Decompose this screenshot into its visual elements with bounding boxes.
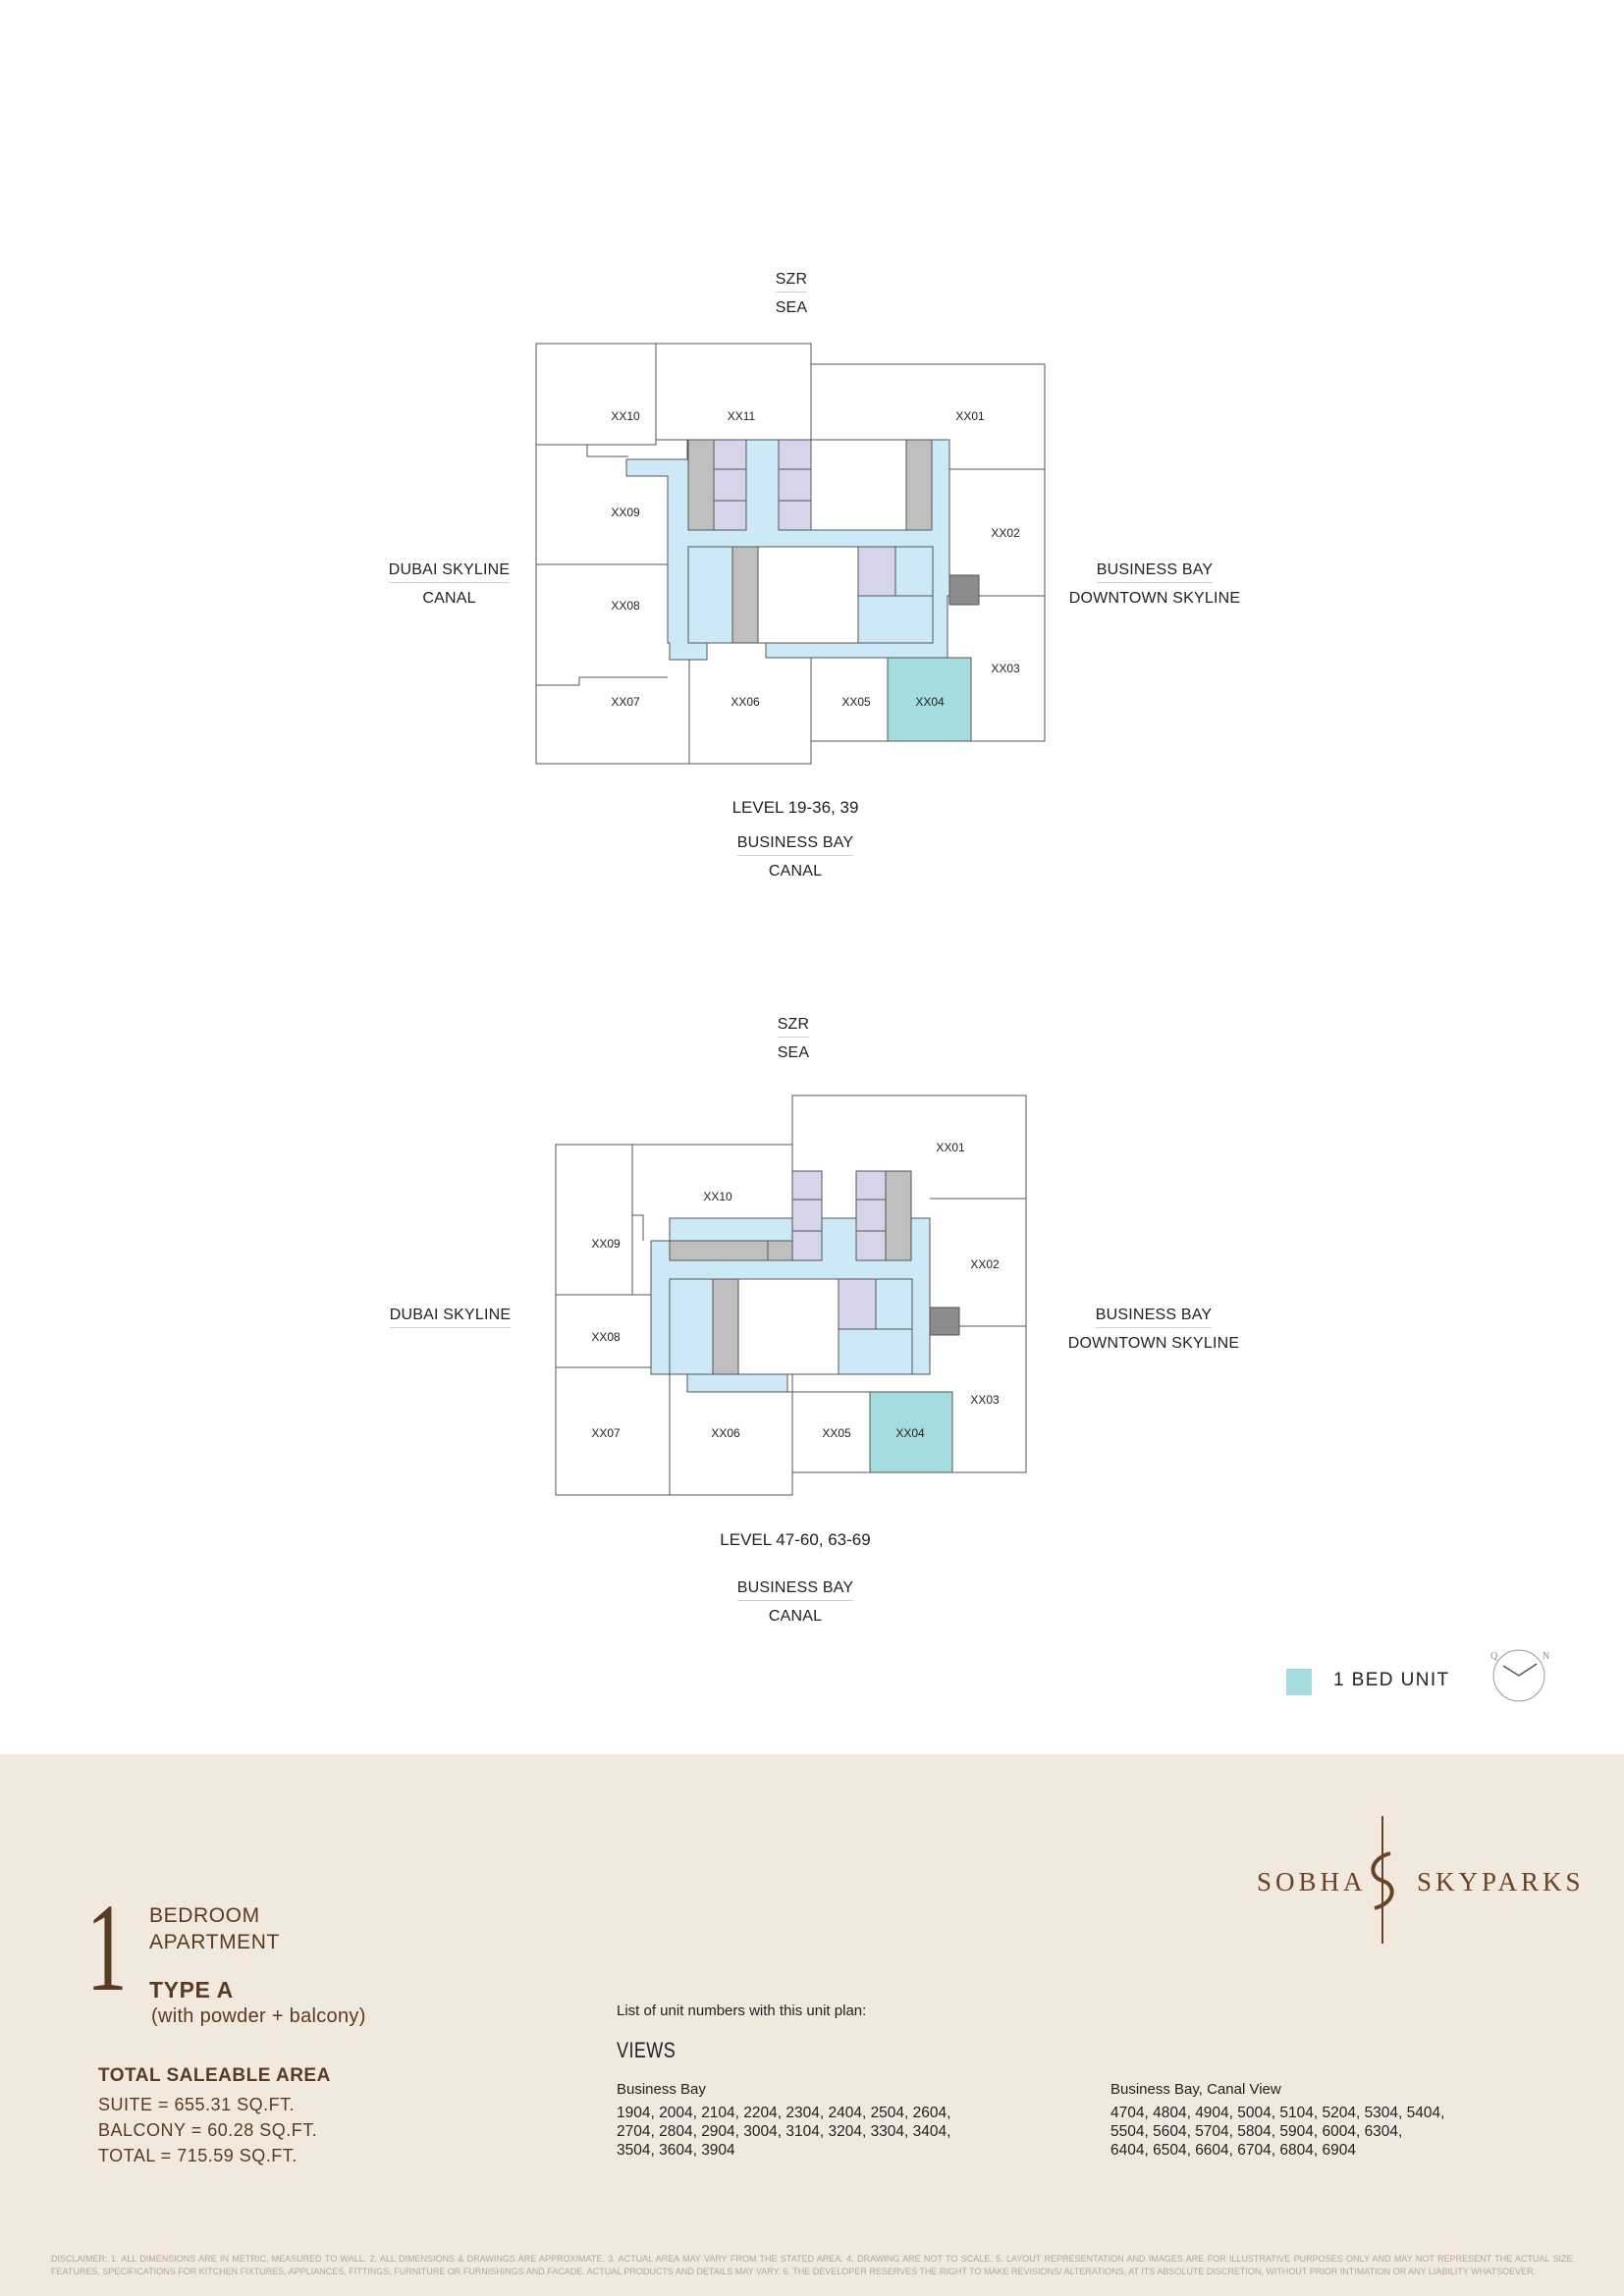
apartment-line2: APARTMENT xyxy=(149,1931,280,1953)
compass-letter: N xyxy=(1543,1651,1550,1662)
area-suite: SUITE = 655.31 SQ.FT. xyxy=(98,2095,296,2114)
views-group1-line: 3504, 3604, 3904 xyxy=(617,2142,735,2159)
views-group2-line: 4704, 4804, 4904, 5004, 5104, 5204, 5304, 5404, xyxy=(1110,2105,1445,2121)
apartment-kind xyxy=(149,1902,280,1955)
plan1-right-line1: BUSINESS BAY xyxy=(1097,561,1214,583)
unit-label: XX01 xyxy=(955,409,985,423)
logo-emblem-icon xyxy=(1361,1816,1404,1944)
plan1-bottom-label xyxy=(717,834,874,881)
plan1-left-line2: CANAL xyxy=(422,590,476,607)
plan2-bottom-line1: BUSINESS BAY xyxy=(737,1579,854,1601)
logo-word-right: SKYPARKS xyxy=(1417,1867,1585,1896)
views-group2-title: Business Bay, Canal View xyxy=(1110,2081,1281,2098)
unit-type: TYPE A xyxy=(149,1977,234,2002)
unit-label: XX07 xyxy=(591,1426,621,1440)
unit-label: XX02 xyxy=(991,526,1020,540)
plan1-level: LEVEL 19-36, 39 xyxy=(731,798,859,817)
unit-label: XX09 xyxy=(611,506,640,519)
plan2-left-line1: DUBAI SKYLINE xyxy=(390,1307,512,1328)
unit-label: XX07 xyxy=(611,695,640,709)
disclaimer: DISCLAIMER: 1. ALL DIMENSIONS ARE IN METRIC, MEASURED TO WALL. 2. ALL DIMENSIONS & DRAWINGS ARE APPROXIMATE. 3. ACTUAL AREA MAY VARY FROM THE STATED AREA. 4. DRAWING ARE NOT TO SCALE. 5. LAYOUT REPRESENTATION AND IMAGES ARE FOR ILLUSTRATIVE PURPOSES ONLY AND MAY NOT REPRESENT THE ACTUAL SIZE, FEATURES, SPECIFICATIONS FOR KITCHEN FIXTURES, APPLIANCES, FITTINGS, FURNITURE OR FURNISHINGS AND FACADE. ACTUAL PRODUCTS AND DETAILS MAY VARY. 6. THE DEVELOPER RESERVES THE RIGHT TO MAKE REVISIONS/ ALTERATIONS, AT ITS ABSOLUTE DISCRETION, WITHOUT PRIOR INTIMATION OR ANY LIABILITY WHATSOEVER. xyxy=(51,2254,1575,2276)
plan1-left-label xyxy=(373,561,525,608)
plan2-level: LEVEL 47-60, 63-69 xyxy=(720,1530,871,1549)
unit-label: XX05 xyxy=(841,695,871,709)
plan1-bottom-line1: BUSINESS BAY xyxy=(737,834,854,856)
views-group1-line: 2704, 2804, 2904, 3004, 3104, 3204, 3304, 3404, xyxy=(617,2123,951,2140)
plan2-top-line2: SEA xyxy=(777,1044,810,1061)
plan2-top-line1: SZR xyxy=(778,1016,810,1038)
views-group2-line: 6404, 6504, 6604, 6704, 6804, 6904 xyxy=(1110,2142,1356,2159)
plan1-top-line2: SEA xyxy=(775,299,808,316)
compass-letter: Q xyxy=(1490,1651,1498,1662)
unit-label: XX04 xyxy=(915,695,945,709)
logo-word-left: SOBHA xyxy=(1257,1867,1367,1896)
area-total: TOTAL = 715.59 SQ.FT. xyxy=(98,2146,298,2165)
unit-label: XX06 xyxy=(711,1426,740,1440)
unit-label: XX10 xyxy=(611,409,640,423)
plan2-right-line1: BUSINESS BAY xyxy=(1096,1307,1213,1328)
unit-label: XX05 xyxy=(822,1426,851,1440)
views-group1-line: 1904, 2004, 2104, 2204, 2304, 2404, 2504, 2604, xyxy=(617,2105,951,2121)
area-heading: TOTAL SALEABLE AREA xyxy=(98,2065,331,2086)
units-list-heading: List of unit numbers with this unit plan: xyxy=(617,2002,867,2019)
unit-label: XX02 xyxy=(970,1257,1000,1271)
plan2-top-label xyxy=(729,1016,858,1062)
plan2-left-label xyxy=(374,1307,526,1328)
plan1-bottom-line2: CANAL xyxy=(768,863,823,880)
unit-label: XX06 xyxy=(731,695,760,709)
unit-label: XX11 xyxy=(727,409,756,423)
views-group2-list xyxy=(1110,2104,1503,2160)
unit-label: XX03 xyxy=(991,662,1020,675)
legend-swatch xyxy=(1286,1669,1312,1695)
sobha-skyparks-logo xyxy=(1257,1816,1585,1944)
plan1-right-line2: DOWNTOWN SKYLINE xyxy=(1068,590,1241,607)
views-group1-title: Business Bay xyxy=(617,2081,706,2098)
unit-label: XX01 xyxy=(936,1141,965,1154)
unit-label: XX09 xyxy=(591,1237,621,1251)
views-group1-list xyxy=(617,2104,1009,2160)
unit-type-sub: (with powder + balcony) xyxy=(151,2005,366,2027)
unit-label: XX08 xyxy=(611,599,640,613)
unit-label: XX03 xyxy=(970,1393,1000,1407)
plan2-right-line2: DOWNTOWN SKYLINE xyxy=(1067,1335,1240,1352)
unit-label: XX10 xyxy=(703,1190,732,1203)
apartment-line1: BEDROOM xyxy=(149,1904,260,1927)
unit-label: XX04 xyxy=(895,1426,925,1440)
views-group2-line: 5504, 5604, 5704, 5804, 5904, 6004, 6304, xyxy=(1110,2123,1403,2140)
plan1-top-line1: SZR xyxy=(776,271,808,293)
bedroom-count: 1 xyxy=(86,1878,128,2017)
plan2-bottom-line2: CANAL xyxy=(768,1608,823,1625)
plan1-top-label xyxy=(727,271,856,317)
views-title: VIEWS xyxy=(617,2038,677,2062)
unit-label: XX08 xyxy=(591,1330,621,1344)
plan1-right-label xyxy=(1066,561,1243,608)
legend-label: 1 BED UNIT xyxy=(1333,1670,1450,1690)
plan1-left-line1: DUBAI SKYLINE xyxy=(389,561,511,583)
plan2-right-label xyxy=(1065,1307,1242,1353)
area-balcony: BALCONY = 60.28 SQ.FT. xyxy=(98,2120,318,2140)
compass-icon xyxy=(1490,1650,1549,1701)
plan2-bottom-label xyxy=(717,1579,874,1626)
